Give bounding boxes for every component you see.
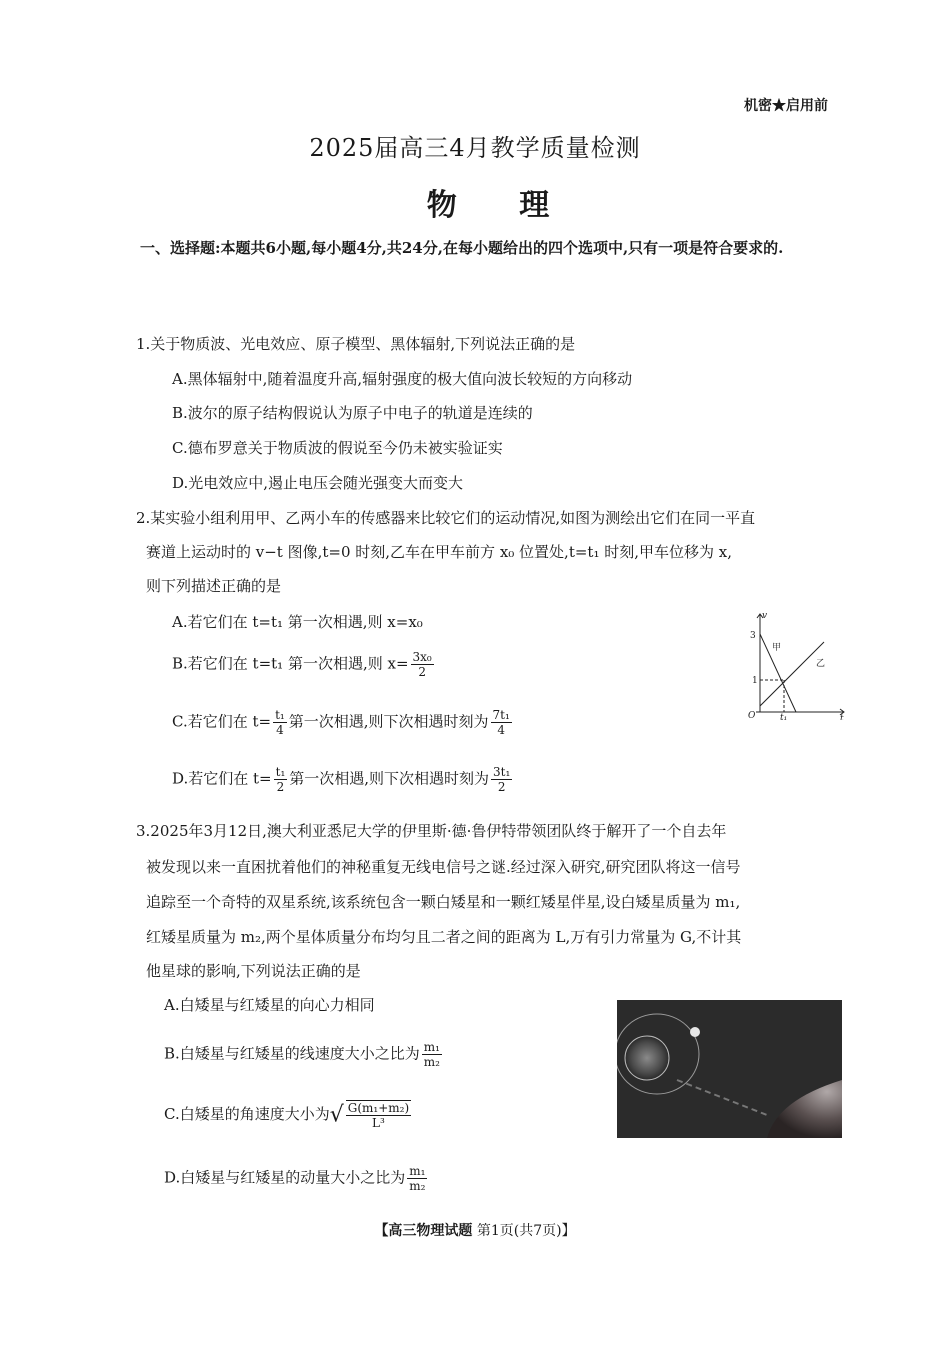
t-axis-label: t bbox=[840, 714, 844, 720]
line-yi bbox=[760, 642, 824, 706]
section-heading: 一、选择题:本题共6小题,每小题4分,共24分,在每小题给出的四个选项中,只有一项是符合要求的. bbox=[140, 239, 784, 257]
fraction-denominator: m₂ bbox=[423, 1055, 440, 1069]
sqrt-icon: √ bbox=[329, 1102, 344, 1128]
q2-option-d bbox=[172, 765, 514, 794]
q1-option-d: D.光电效应中,遏止电压会随光强变大而变大 bbox=[172, 474, 464, 492]
yi-label: 乙 bbox=[816, 659, 826, 669]
fraction-numerator: t₁ bbox=[275, 708, 285, 722]
footer-label: 【高三物理试题 bbox=[374, 1223, 473, 1239]
page-footer bbox=[0, 1220, 950, 1240]
fraction-denominator: m₂ bbox=[409, 1179, 426, 1193]
fraction-denominator: L³ bbox=[372, 1116, 385, 1130]
q2-option-d-answer-fraction bbox=[491, 765, 512, 794]
subject-title: 物 理 bbox=[426, 188, 576, 223]
q2-option-d-text-pre: D.若它们在 t= bbox=[172, 769, 272, 788]
q2-option-b bbox=[172, 650, 436, 679]
confidential-mark: 机密★启用前 bbox=[744, 98, 828, 114]
q1-option-a: A.黑体辐射中,随着温度升高,辐射强度的极大值向波长较短的方向移动 bbox=[172, 370, 633, 388]
q1-option-c: C.德布罗意关于物质波的假说至今仍未被实验证实 bbox=[172, 439, 503, 457]
q2-option-c-answer-fraction bbox=[491, 708, 512, 737]
tick-t1-label: t₁ bbox=[780, 713, 788, 720]
q3-stem-line3: 追踪至一个奇特的双星系统,该系统包含一颗白矮星和一颗红矮星伴星,设白矮星质量为 m₁, bbox=[146, 893, 741, 911]
fraction-numerator: 7t₁ bbox=[492, 708, 510, 722]
footer-page-number: 第1页(共7页)】 bbox=[476, 1223, 576, 1239]
binary-star-image bbox=[617, 1000, 842, 1138]
q1-option-b: B.波尔的原子结构假说认为原子中电子的轨道是连续的 bbox=[172, 404, 533, 422]
fraction-denominator: 4 bbox=[497, 723, 505, 737]
q2-stem-line1: 2.某实验小组利用甲、乙两小车的传感器来比较它们的运动情况,如图为测绘出它们在同一平直 bbox=[136, 509, 756, 527]
q2-stem-line2: 赛道上运动时的 v−t 图像,t=0 时刻,乙车在甲车前方 x₀ 位置处,t=t₁ 时刻,甲车位移为 x, bbox=[146, 543, 732, 561]
q3-option-b bbox=[164, 1040, 444, 1069]
binary-star-illustration bbox=[617, 1000, 842, 1138]
q2-option-d-time-fraction bbox=[274, 765, 288, 794]
q2-stem-line3: 则下列描述正确的是 bbox=[146, 577, 282, 595]
q1-stem: 1.关于物质波、光电效应、原子模型、黑体辐射,下列说法正确的是 bbox=[136, 335, 576, 353]
q3-stem-line5: 他星球的影响,下列说法正确的是 bbox=[146, 962, 361, 980]
q2-option-c bbox=[172, 708, 514, 737]
v-axis-label: v bbox=[762, 611, 768, 621]
vt-graph bbox=[732, 608, 848, 720]
q3-stem-line4: 红矮星质量为 m₂,两个星体质量分布均匀且二者之间的距离为 L,万有引力常量为 G,不计其 bbox=[146, 928, 742, 946]
fraction-denominator: 2 bbox=[276, 780, 285, 794]
q3-option-d-fraction bbox=[407, 1164, 427, 1193]
q2-option-b-text: B.若它们在 t=t₁ 第一次相遇,则 x= bbox=[172, 654, 409, 673]
q3-option-b-text: B.白矮星与红矮星的线速度大小之比为 bbox=[164, 1044, 420, 1063]
origin-label: O bbox=[748, 711, 756, 720]
q3-option-c-fraction bbox=[346, 1100, 411, 1130]
jia-label: 甲 bbox=[772, 643, 782, 653]
fraction-numerator: m₁ bbox=[409, 1164, 426, 1178]
q3-option-d-text: D.白矮星与红矮星的动量大小之比为 bbox=[164, 1168, 406, 1187]
fraction-denominator: 4 bbox=[276, 723, 284, 737]
q2-option-c-text-pre: C.若它们在 t= bbox=[172, 712, 272, 731]
fraction-numerator: G(m₁+m₂) bbox=[347, 1101, 410, 1115]
q2-option-c-text-mid: 第一次相遇,则下次相遇时刻为 bbox=[288, 712, 489, 731]
fraction-numerator: 3x₀ bbox=[412, 650, 432, 664]
q3-option-d bbox=[164, 1164, 429, 1193]
q3-option-b-fraction bbox=[422, 1040, 442, 1069]
fraction-denominator: 2 bbox=[497, 780, 506, 794]
fraction-numerator: m₁ bbox=[423, 1040, 440, 1054]
q3-option-c bbox=[164, 1100, 413, 1130]
q3-stem-line1: 3.2025年3月12日,澳大利亚悉尼大学的伊里斯·德·鲁伊特带领团队终于解开了一个自去年 bbox=[136, 822, 727, 840]
q2-option-b-fraction bbox=[411, 650, 434, 679]
fraction-denominator: 2 bbox=[418, 665, 426, 679]
exam-title: 2025届高三4月教学质量检测 bbox=[309, 134, 641, 162]
tick-1-label: 1 bbox=[752, 676, 758, 686]
q3-option-c-text: C.白矮星的角速度大小为 bbox=[164, 1105, 330, 1123]
q2-option-a: A.若它们在 t=t₁ 第一次相遇,则 x=x₀ bbox=[172, 613, 423, 631]
q2-option-c-time-fraction bbox=[273, 708, 287, 737]
q3-option-a: A.白矮星与红矮星的向心力相同 bbox=[164, 996, 375, 1014]
q2-option-d-text-mid: 第一次相遇,则下次相遇时刻为 bbox=[289, 769, 490, 788]
tick-3-label: 3 bbox=[750, 631, 756, 641]
fraction-numerator: t₁ bbox=[275, 765, 286, 779]
q3-stem-line2: 被发现以来一直困扰着他们的神秘重复无线电信号之谜.经过深入研究,研究团队将这一信号 bbox=[146, 858, 741, 876]
fraction-numerator: 3t₁ bbox=[493, 765, 511, 779]
